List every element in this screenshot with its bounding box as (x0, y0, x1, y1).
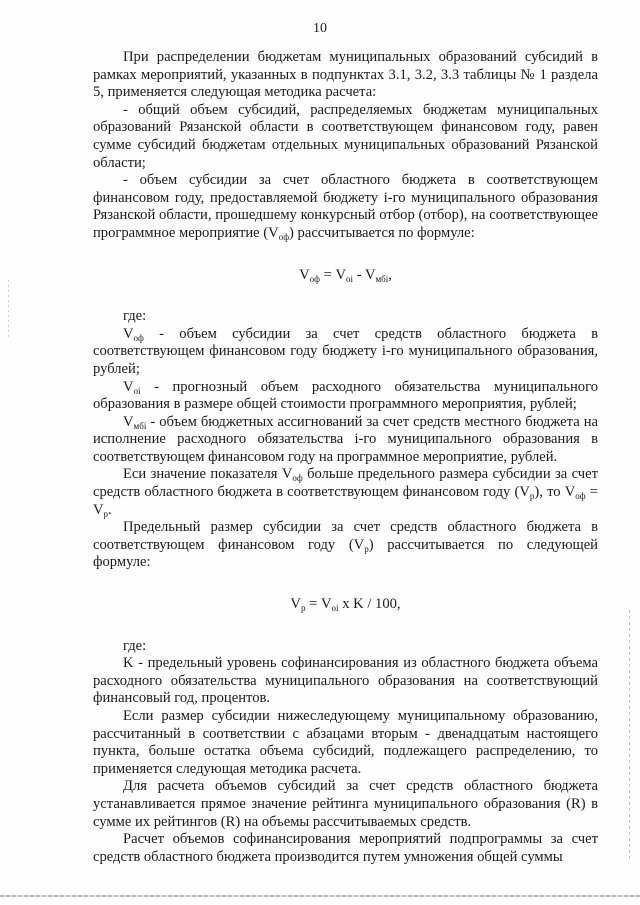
formula-1: $V_{оф} = V_{oi} - V_{мбi}$, (299, 266, 392, 284)
paragraph-subsidy-volume: - объем субсидии за счет областного бюджета в соответствующем финансовом году, предоставляемой бюджету i-го муниципального образования Рязанской области, прошедшему конкурсный отбор (отбор), на соответствующее программное мероприятие $(V_{оф})$ рассчитывается по формуле: (93, 172, 598, 242)
paragraph-max-subsidy: Предельный размер субсидии за счет средств областного бюджета в соответствующем финансовом году $(V_р)$ рассчитывается по следующей формуле: (93, 519, 598, 571)
scan-artifact-right (629, 610, 630, 860)
paragraph-condition: Еси значение показателя $V_{оф}$ больше предельного размера субсидии за счет средств областного бюджета в соответствующем финансовом году $(V_р)$, то $V_{оф} = V_р$. (93, 466, 598, 519)
definition-v-of: $V_{оф}$ - объем субсидии за счет средств областного бюджета в соответствующем финансовом году бюджету i-го муниципального образования, рублей; (93, 325, 598, 377)
definition-v-oi: $V_{оi}$ - прогнозный объем расходного обязательства муниципального образования в размере общей стоимости программного мероприятия, рублей; (93, 378, 598, 413)
formula-2: $V_р = V_{оi}$ x K / 100, (290, 596, 401, 614)
document-body (93, 49, 598, 866)
definition-k: K - предельный уровень софинансирования из областного бюджета объема расходного обязательства муниципального образования на соответствующий финансовый год, процентов. (93, 655, 598, 707)
paragraph-remaining-balance: Если размер субсидии нижеследующему муниципальному образованию, рассчитанный в соответствии с абзацами вторым - двенадцатым настоящего пункта, больше остатка объема субсидий, подлежащего распределению, то применяется следующая методика расчета. (93, 708, 598, 777)
definition-v-mbi: $V_{мбi}$ - объем бюджетных ассигнований за счет средств местного бюджета на исполнение расходного обязательства i-го муниципального образования в соответствующем финансовом году на программное мероприятие, рублей. (93, 413, 598, 465)
page-number: 10 (313, 21, 327, 36)
where-label-2: где: (123, 637, 147, 654)
where-label-1: где: (123, 308, 147, 325)
paragraph-intro: При распределении бюджетам муниципальных образований субсидий в рамках мероприятий, указанных в подпунктах 3.1, 3.2, 3.3 таблицы № 1 раздела 5, применяется следующая методика расчета: (93, 49, 598, 101)
paragraph-total-volume: - общий объем субсидий, распределяемых бюджетам муниципальных образований Рязанской области в соответствующем финансовом году, равен сумме субсидий бюджетам отдельных муниципальных образований Рязанской области; (93, 101, 598, 171)
paragraph-rating: Для расчета объемов субсидий за счет средств областного бюджета устанавливается прямое значение рейтинга муниципального образования (R) в сумме их рейтингов (R) на объемы рассчитываемых средств. (93, 778, 598, 830)
scan-artifact-bottom (0, 895, 640, 897)
scan-artifact-left (8, 280, 9, 340)
paragraph-cofinancing: Расчет объемов софинансирования мероприятий подпрограммы за счет средств областного бюджета производится путем умножения общей суммы (93, 831, 598, 865)
